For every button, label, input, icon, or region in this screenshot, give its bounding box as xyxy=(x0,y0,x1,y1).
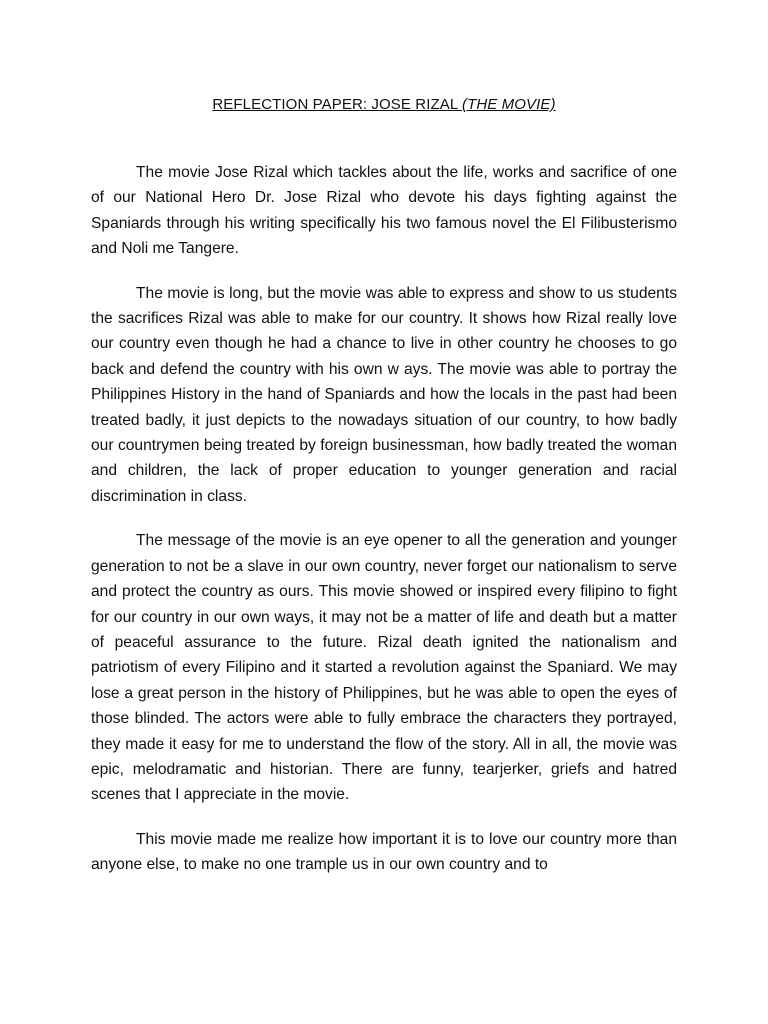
paragraph-2: The movie is long, but the movie was able to express and show to us students the sacrifices Rizal was able to make for our country. It shows how Rizal really love our country even though he had a chance to live in other country he chooses to go back and defend the country with his own w ays. The movie was able to portray the Philippines History in the hand of Spaniards and how the locals in the past had been treated badly, it just depicts to the nowadays situation of our country, to how badly our countrymen being treated by foreign businessman, how badly treated the woman and children, the lack of proper education to younger generation and racial discrimination in class. xyxy=(91,284,677,505)
paragraph-4: This movie made me realize how important it is to love our country more than anyone else, to make no one trample us in our own country and to xyxy=(91,830,677,874)
title-main: REFLECTION PAPER: JOSE RIZAL xyxy=(212,96,462,113)
paragraph-1: The movie Jose Rizal which tackles about the life, works and sacrifice of one of our National Hero Dr. Jose Rizal who devote his days fighting against the Spaniards through his writing specifically his two famous novel the El Filibusterismo and Noli me Tangere. xyxy=(91,164,677,258)
page-title xyxy=(0,96,768,114)
title-text xyxy=(212,96,555,113)
paragraph-3: The message of the movie is an eye opener to all the generation and younger generation to not be a slave in our own country, never forget our nationalism to serve and protect the country as ours. This movie showed or inspired every filipino to fight for our country in our own ways, it may not be a matter of life and death but a matter of peaceful assurance to the future. Rizal death ignited the nationalism and patriotism of every Filipino and it started a revolution against the Spaniard. We may lose a great person in the history of Philippines, but he was able to open the eyes of those blinded. The actors were able to fully embrace the characters they portrayed, they made it easy for me to understand the flow of the story. All in all, the movie was epic, melodramatic and historian. There are funny, tearjerker, griefs and hatred scenes that I appreciate in the movie. xyxy=(91,532,677,804)
body-text xyxy=(91,160,677,897)
title-emphasis: (THE MOVIE) xyxy=(462,96,556,113)
